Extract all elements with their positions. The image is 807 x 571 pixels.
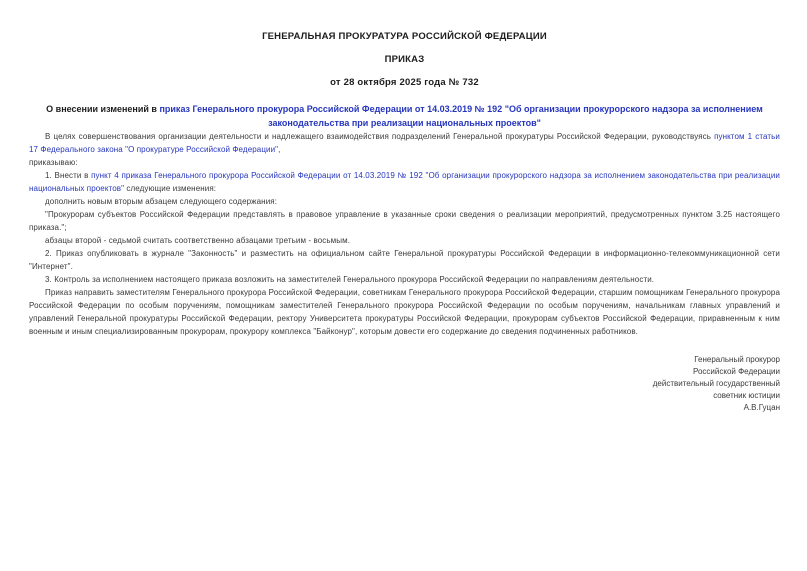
signatory-name: А.В.Гуцан: [743, 403, 780, 412]
preamble-text: В целях совершенствования организации деятельности и надлежащего взаимодействия подразделений Генеральной прокуратуры Российской Федерации, руководствуясь: [45, 132, 715, 141]
title-plain-text: О внесении изменений в: [46, 104, 160, 114]
item-2-paragraph: 2. Приказ опубликовать в журнале "Законность" и разместить на официальном сайте Генеральной прокуратуры Российской Федерации в информационно-телекоммуникационной сети "Интернет".: [29, 249, 780, 271]
renumber-paragraph: абзацы второй - седьмой считать соответственно абзацами третьим - восьмым.: [45, 236, 351, 245]
preamble-paragraph: [29, 130, 780, 156]
document-header: [29, 31, 780, 88]
signature-line: действительный государственный: [652, 379, 780, 388]
title-order-link[interactable]: приказ Генерального прокурора Российской Федерации от 14.03.2019 № 192 "Об организации прокурорского надзора за исполнением законодательства при реализации национальных проектов": [159, 104, 763, 128]
quoted-new-paragraph: "Прокурорам субъектов Российской Федерации представлять в правовое управление в указанные сроки сведения о реализации мероприятий, предусмотренных пунктом 3.25 настоящего приказа.";: [29, 210, 780, 232]
item-1-lead: 1. Внести в: [45, 171, 92, 180]
signature-line: Российской Федерации: [693, 367, 780, 376]
issuing-authority: ГЕНЕРАЛЬНАЯ ПРОКУРАТУРА РОССИЙСКОЙ ФЕДЕРАЦИИ: [262, 31, 547, 42]
signature-line: советник юстиции: [713, 391, 780, 400]
document-type: ПРИКАЗ: [384, 54, 425, 65]
amendment-add-paragraph: дополнить новым вторым абзацем следующего содержания:: [45, 197, 278, 206]
item-1-tail: следующие изменения:: [124, 184, 217, 193]
item-3-paragraph: 3. Контроль за исполнением настоящего приказа возложить на заместителей Генерального прокурора Российской Федерации по направлениям деятельности.: [45, 275, 655, 284]
document-date-number: от 28 октября 2025 года № 732: [330, 77, 479, 88]
order-word: приказываю:: [29, 158, 78, 167]
item-1-order-link[interactable]: пункт 4 приказа Генерального прокурора Российской Федерации от 14.03.2019 № 192 "Об организации прокурорского надзора за исполнением законодательства при реализации национальных проектов": [29, 171, 780, 193]
signature-line: Генеральный прокурор: [694, 355, 780, 364]
item-1-paragraph: [29, 169, 780, 195]
document-title: [39, 102, 770, 130]
signature-block: [29, 354, 780, 414]
law-reference-link[interactable]: пунктом 1 статьи 17 Федерального закона "О прокуратуре Российской Федерации": [29, 132, 780, 154]
preamble-tail: ,: [278, 145, 281, 154]
distribution-paragraph: Приказ направить заместителям Генерального прокурора Российской Федерации, советникам Генерального прокурора Российской Федерации, старшим помощникам Генерального прокурора Российской Федерации по особым поручениям, помощникам заместителей Генерального прокурора Российской Федерации по особым поручениям, начальникам главных управлений и управлений Генеральной прокуратуры Российской Федерации, ректору Университета прокуратуры Российской Федерации, прокурорам субъектов Российской Федерации, приравненным к ним военным и иным специализированным прокурорам, прокурору комплекса "Байконур", которым довести его содержание до сведения подчиненных работников.: [29, 288, 780, 336]
